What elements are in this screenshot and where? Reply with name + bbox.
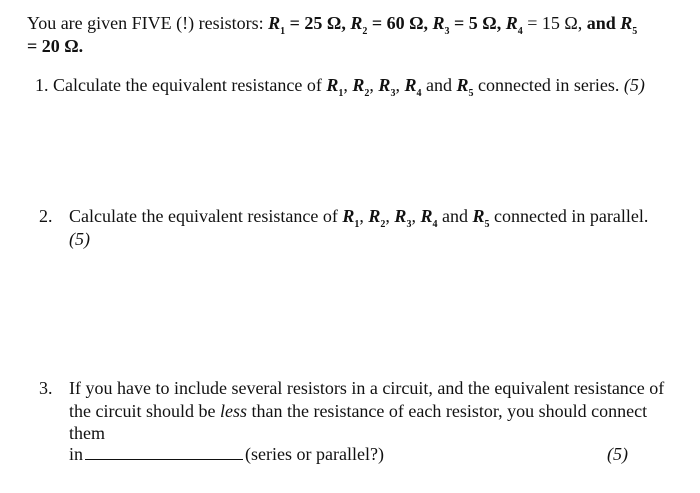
q2-lead: Calculate the equivalent resistance of	[69, 206, 343, 226]
question-1: 1. Calculate the equivalent resistance of $R_1$, $R_2$, $R_3$, $R_4$ and $R_5$ connected in series. (5)	[35, 75, 645, 99]
r5-value: = 20 Ω.	[27, 36, 84, 56]
r1-symbol: $R_1 = 25$ Ω,	[268, 13, 351, 37]
q3-hint: (series or parallel?)	[245, 444, 384, 464]
question-2-number: 2.	[39, 206, 53, 226]
intro-and: and $R_5$	[586, 13, 638, 37]
q3-line-4	[69, 443, 384, 465]
q3-points: (5)	[607, 444, 628, 464]
r4-symbol: $R_4$	[505, 13, 523, 37]
intro-line-2	[27, 35, 83, 57]
q1-lead: Calculate the equivalent resistance of	[53, 75, 327, 95]
answer-blank[interactable]	[85, 445, 243, 460]
intro-lead: You are given FIVE (!) resistors:	[27, 13, 269, 33]
q3-line-1: If you have to include several resistors in a circuit, and the equivalent resistance of	[69, 378, 665, 398]
q3-in-label: in	[69, 444, 84, 464]
q1-number: 1.	[35, 75, 49, 95]
q3-line-3: them	[69, 423, 105, 443]
r4-value: = 15 Ω,	[522, 13, 587, 33]
r2-symbol: $R_2 = 60$ Ω,	[350, 13, 433, 37]
q1-points: (5)	[623, 75, 645, 95]
intro-line-1	[27, 12, 638, 37]
q2-points: (5)	[69, 229, 90, 249]
r3-symbol: $R_3 = 5$ Ω,	[432, 13, 506, 37]
q3-line-2: the circuit should be less than the resistance of each resistor, you should connect	[69, 401, 648, 421]
question-3-number: 3.	[39, 378, 53, 398]
question-2: Calculate the equivalent resistance of $R_1$, $R_2$, $R_3$, $R_4$ and $R_5$ connected in parallel.	[69, 206, 649, 230]
q3-emphasis: less	[219, 401, 247, 421]
